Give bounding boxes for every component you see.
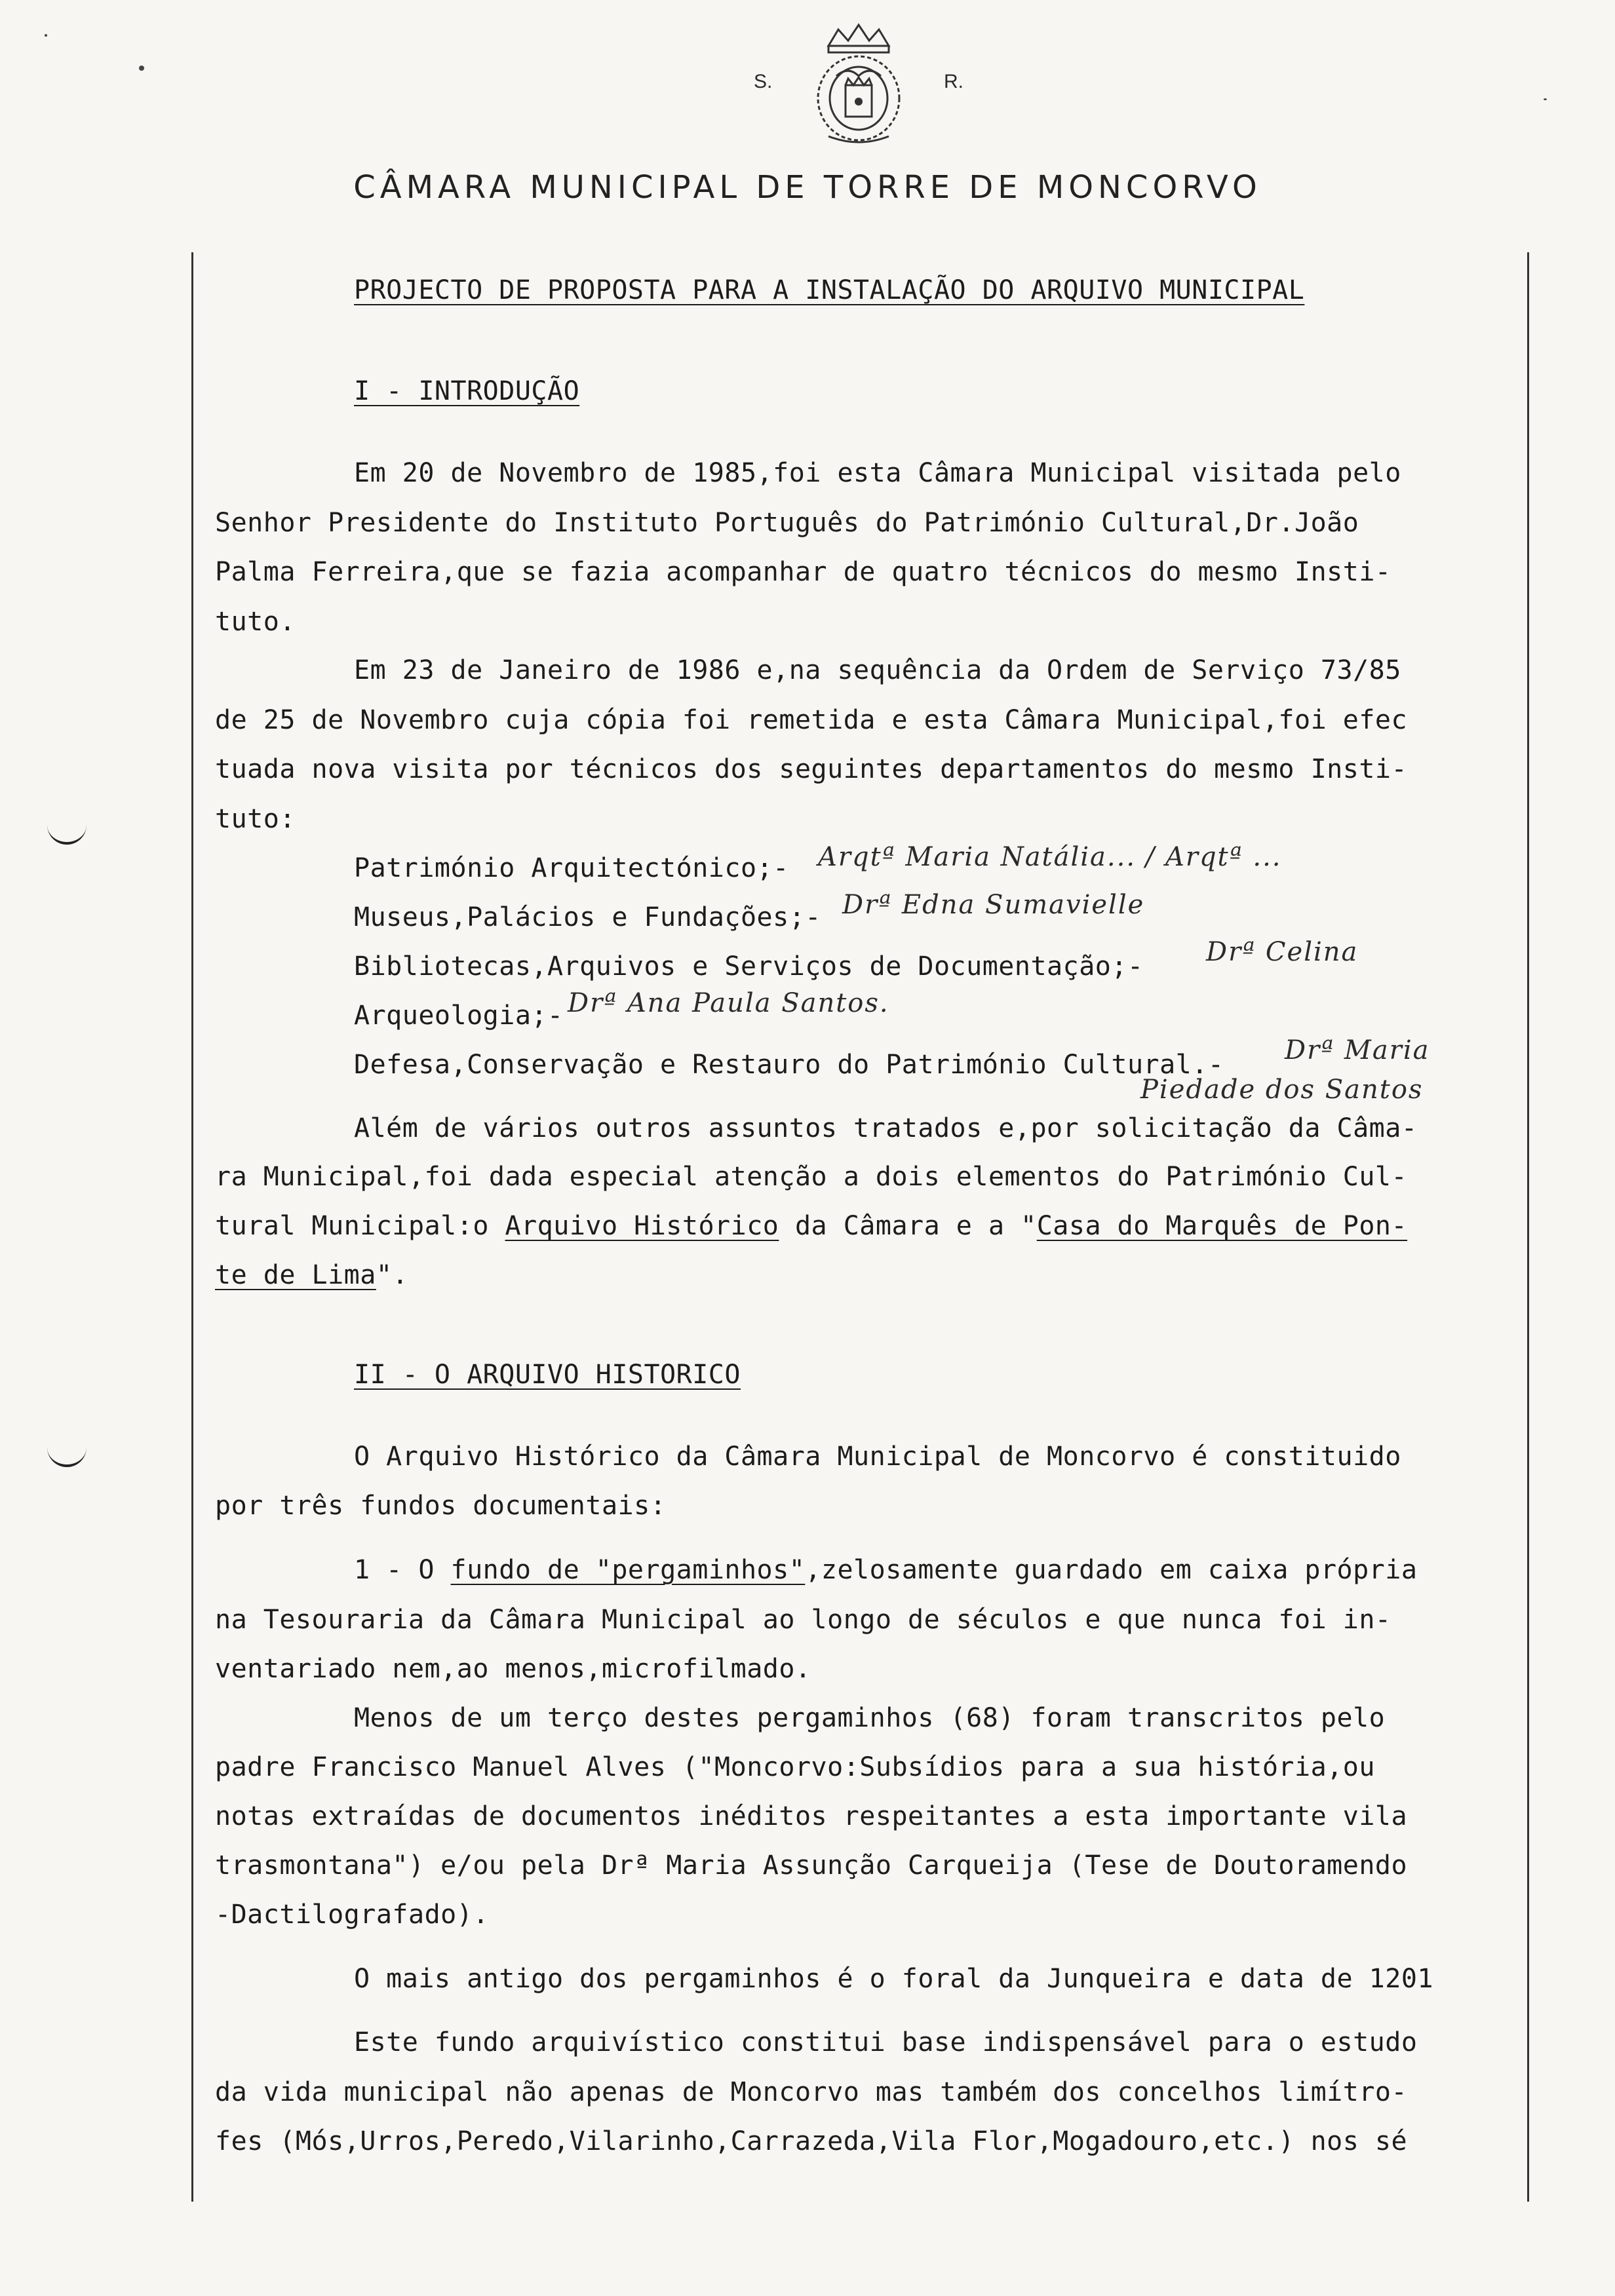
document-title: PROJECTO DE PROPOSTA PARA A INSTALAÇÃO DO ARQUIVO MUNICIPAL <box>354 275 1305 305</box>
handwritten-note: Drª Edna Sumavielle <box>842 890 1145 920</box>
paragraph-line: por três fundos documentais: <box>215 1491 667 1521</box>
punch-hole-mark <box>47 1445 87 1467</box>
handwritten-note: Drª Celina <box>1206 937 1359 967</box>
paragraph-line: tuto. <box>215 607 296 637</box>
paragraph-line: O mais antigo dos pergaminhos é o foral da Junqueira e data de 1201 <box>354 1964 1433 1994</box>
paragraph-line: Este fundo arquivístico constitui base indispensável para o estudo <box>354 2027 1418 2057</box>
paragraph-line: Em 23 de Janeiro de 1986 e,na sequência da Ordem de Serviço 73/85 <box>354 655 1401 685</box>
paragraph-line: Em 20 de Novembro de 1985,foi esta Câmara Municipal visitada pelo <box>354 458 1401 488</box>
department-item: Defesa,Conservação e Restauro do Património Cultural.- <box>354 1050 1224 1080</box>
paragraph-line: tuada nova visita por técnicos dos seguintes departamentos do mesmo Insti- <box>215 754 1408 784</box>
paragraph-line: Palma Ferreira,que se fazia acompanhar de quatro técnicos do mesmo Insti- <box>215 557 1391 587</box>
left-margin-rule <box>191 252 193 2202</box>
paragraph-line: de 25 de Novembro cuja cópia foi remetida e esta Câmara Municipal,foi efec <box>215 705 1408 735</box>
scan-speck <box>45 34 47 37</box>
department-item: Património Arquitectónico;- <box>354 853 789 883</box>
letterhead-r-mark: R. <box>944 71 963 92</box>
letterhead-title: CÂMARA MUNICIPAL DE TORRE DE MONCORVO <box>353 169 1262 206</box>
right-margin-rule <box>1527 252 1529 2202</box>
fundo-pergaminhos-ref: fundo de "pergaminhos" <box>450 1555 806 1585</box>
paragraph-line: trasmontana") e/ou pela Drª Maria Assunção Carqueija (Tese de Doutoramendo <box>215 1850 1408 1881</box>
punch-hole-mark <box>47 822 87 845</box>
paragraph-line: fes (Mós,Urros,Peredo,Vilarinho,Carrazeda,Vila Flor,Mogadouro,etc.) nos sé <box>215 2126 1408 2156</box>
handwritten-note: Drª Maria <box>1285 1035 1430 1065</box>
paragraph-line: ra Municipal,foi dada especial atenção a dois elementos do Património Cul- <box>215 1162 1408 1192</box>
paragraph-line: 1 - O fundo de "pergaminhos",zelosamente guardado em caixa própria <box>354 1555 1418 1585</box>
paragraph-line: ventariado nem,ao menos,microfilmado. <box>215 1654 811 1684</box>
letterhead-s-mark: S. <box>754 71 773 92</box>
paragraph-line: tuto: <box>215 804 296 834</box>
paragraph-line: da vida municipal não apenas de Moncorvo mas também dos concelhos limítro- <box>215 2077 1408 2107</box>
paragraph-line: padre Francisco Manuel Alves ("Moncorvo:Subsídios para a sua história,ou <box>215 1752 1375 1782</box>
casa-marques-ref: Casa do Marquês de Pon- <box>1036 1211 1408 1241</box>
arquivo-historico-ref: Arquivo Histórico <box>505 1211 779 1241</box>
municipal-seal-icon <box>802 20 915 144</box>
department-item: Arqueologia;- <box>354 1001 564 1031</box>
department-item: Museus,Palácios e Fundações;- <box>354 902 821 932</box>
section-heading: I - INTRODUÇÃO <box>354 376 580 406</box>
paragraph-line: te de Lima". <box>215 1260 408 1290</box>
paragraph-line: na Tesouraria da Câmara Municipal ao longo de séculos e que nunca foi in- <box>215 1605 1391 1635</box>
handwritten-note: Arqtª Maria Natália... / Arqtª ... <box>818 842 1282 872</box>
paragraph-line: Senhor Presidente do Instituto Português do Património Cultural,Dr.João <box>215 508 1359 538</box>
scan-speck <box>139 66 144 71</box>
handwritten-note: Piedade dos Santos <box>1140 1075 1424 1105</box>
paragraph-line: O Arquivo Histórico da Câmara Municipal de Moncorvo é constituido <box>354 1442 1401 1472</box>
section-heading: II - O ARQUIVO HISTORICO <box>354 1360 741 1390</box>
paragraph-line: Menos de um terço destes pergaminhos (68) foram transcritos pelo <box>354 1703 1386 1733</box>
department-item: Bibliotecas,Arquivos e Serviços de Documentação;- <box>354 951 1144 982</box>
paragraph-line: Além de vários outros assuntos tratados e,por solicitação da Câma- <box>354 1113 1418 1143</box>
paragraph-line: tural Municipal:o Arquivo Histórico da Câmara e a "Casa do Marquês de Pon- <box>215 1211 1408 1241</box>
paragraph-line: -Dactilografado). <box>215 1900 489 1930</box>
casa-marques-ref-cont: te de Lima <box>215 1260 376 1290</box>
handwritten-note: Drª Ana Paula Santos. <box>568 988 889 1018</box>
scan-speck <box>1544 98 1547 100</box>
paragraph-line: notas extraídas de documentos inéditos respeitantes a esta importante vila <box>215 1801 1408 1831</box>
